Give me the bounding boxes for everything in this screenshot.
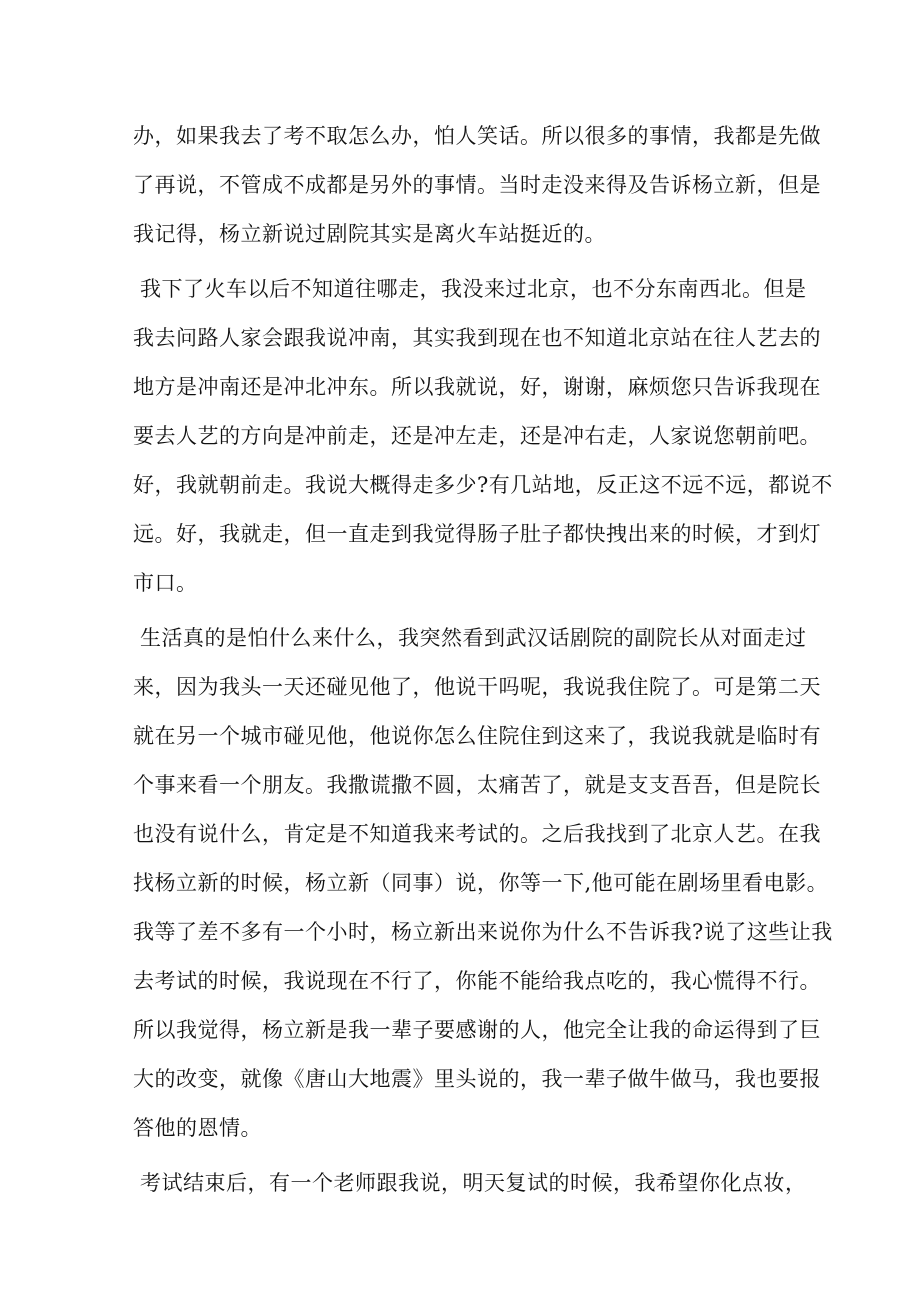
text-line: 我去问路人家会跟我说冲南，其实我到现在也不知道北京站在往人艺去的 (133, 326, 821, 350)
text-line: 答他的恩情。 (133, 1116, 262, 1140)
text-line: 远。好，我就走，但一直走到我觉得肠子肚子都快拽出来的时候，才到灯 (133, 522, 821, 546)
text-line: 就在另一个城市碰见他，他说你怎么住院住到这来了，我说我就是临时有 (133, 724, 821, 748)
text-line: 地方是冲南还是冲北冲东。所以我就说，好，谢谢，麻烦您只告诉我现在 (133, 375, 821, 399)
text-line: 生活真的是怕什么来什么，我突然看到武汉话剧院的副院长从对面走过 (140, 626, 807, 650)
paragraph-3 (133, 614, 833, 1153)
text-line: 大的改变，就像《唐山大地震》里头说的，我一辈子做牛做马，我也要报 (133, 1067, 821, 1091)
text-line: 我等了差不多有一个小时，杨立新出来说你为什么不告诉我?说了这些让我 (133, 920, 833, 944)
paragraph-4 (133, 1159, 807, 1208)
text-line: 找杨立新的时候，杨立新（同事）说，你等一下,他可能在剧场里看电影。 (133, 871, 829, 895)
text-line: 要去人艺的方向是冲前走，还是冲左走，还是冲右走，人家说您朝前吧。 (133, 424, 821, 448)
paragraph-1 (133, 112, 821, 259)
text-line: 考试结束后，有一个老师跟我说，明天复试的时候，我希望你化点妆， (140, 1171, 807, 1195)
text-line: 我记得，杨立新说过剧院其实是离火车站挺近的。 (133, 222, 606, 246)
paragraph-2 (133, 265, 833, 608)
text-line: 去考试的时候，我说现在不行了，你能不能给我点吃的，我心慌得不行。 (133, 969, 821, 993)
text-line: 也没有说什么，肯定是不知道我来考试的。之后我找到了北京人艺。在我 (133, 822, 821, 846)
text-line: 了再说，不管成不成都是另外的事情。当时走没来得及告诉杨立新，但是 (133, 173, 821, 197)
text-line: 办，如果我去了考不取怎么办，怕人笑话。所以很多的事情，我都是先做 (133, 124, 821, 148)
text-line: 市口。 (133, 571, 198, 595)
text-line: 所以我觉得，杨立新是我一辈子要感谢的人，他完全让我的命运得到了巨 (133, 1018, 821, 1042)
text-line: 来，因为我头一天还碰见他了，他说干吗呢，我说我住院了。可是第二天 (133, 675, 821, 699)
document-body (133, 112, 833, 1214)
text-line: 好，我就朝前走。我说大概得走多少?有几站地，反正这不远不远，都说不 (133, 473, 833, 497)
text-line: 个事来看一个朋友。我撒谎撒不圆，太痛苦了，就是支支吾吾，但是院长 (133, 773, 821, 797)
text-line: 我下了火车以后不知道往哪走，我没来过北京，也不分东南西北。但是 (140, 277, 807, 301)
